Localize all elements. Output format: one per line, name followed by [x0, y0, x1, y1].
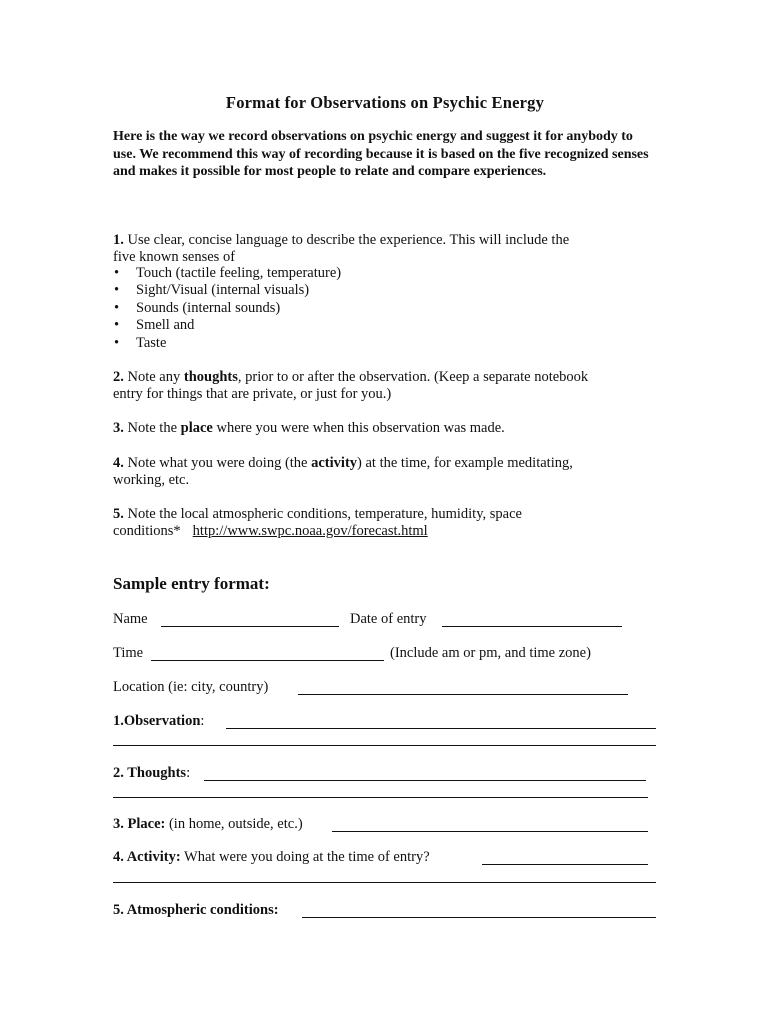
location-label: Location (ie: city, country): [113, 679, 269, 695]
item2-post: , prior to or after the observation. (Keep a separate notebook: [237, 369, 589, 385]
place-label: 3. Place:: [113, 816, 166, 832]
intro-paragraph: Here is the way we record observations on psychic energy and suggest it for anybody to use. We recommend this way of recording because it is based on the five recognized senses and makes it possible for most people to relate and compare experiences.: [113, 129, 649, 179]
item5-conditions: conditions*: [113, 523, 181, 539]
thoughts-colon: :: [186, 765, 191, 781]
atmospheric-label: 5. Atmospheric conditions:: [113, 902, 279, 918]
thoughts-field-line2[interactable]: [113, 797, 648, 798]
place-note: (in home, outside, etc.): [165, 816, 303, 832]
time-field[interactable]: [151, 660, 384, 661]
item1-line2: five known senses of: [113, 249, 236, 265]
item4-post: ) at the time, for example meditating,: [357, 455, 573, 471]
thoughts-row: [113, 765, 190, 782]
item2-keyword: thoughts: [183, 369, 238, 385]
date-label: Date of entry: [350, 611, 427, 627]
item5-number: 5.: [113, 506, 124, 522]
place-row: [113, 816, 303, 833]
location-field[interactable]: [298, 694, 628, 695]
item3-keyword: place: [180, 420, 213, 436]
item2-number: 2.: [113, 369, 124, 385]
activity-row: [113, 849, 430, 866]
list-item: • Sight/Visual (internal visuals): [113, 282, 341, 299]
item4-line2: working, etc.: [113, 472, 190, 488]
activity-note: What were you doing at the time of entry?: [180, 849, 430, 865]
date-field[interactable]: [442, 626, 622, 627]
activity-field[interactable]: [482, 864, 648, 865]
observation-label: 1.Observation: [113, 713, 201, 729]
item2-pre: Note any: [123, 369, 184, 385]
item3-post: where you were when this observation was made.: [212, 420, 505, 436]
observation-row: [113, 713, 204, 730]
atmospheric-row: [113, 902, 279, 919]
item4-line1: [113, 455, 573, 472]
observation-colon: :: [200, 713, 205, 729]
list-item: • Smell and: [113, 317, 341, 334]
item2-line1: [113, 369, 588, 386]
item3-line: [113, 420, 505, 437]
time-note: (Include am or pm, and time zone): [390, 645, 591, 661]
item2-line2: entry for things that are private, or just for you.): [113, 386, 392, 402]
page-title: Format for Observations on Psychic Energy: [225, 93, 545, 112]
item1-text: Use clear, concise language to describe the experience. This will include the: [123, 232, 570, 248]
thoughts-label: 2. Thoughts: [113, 765, 187, 781]
thoughts-field[interactable]: [204, 780, 646, 781]
atmospheric-field[interactable]: [302, 917, 656, 918]
list-item: • Sounds (internal sounds): [113, 300, 341, 317]
name-label: Name: [113, 611, 148, 627]
item3-number: 3.: [113, 420, 124, 436]
place-field[interactable]: [332, 831, 648, 832]
senses-list: [113, 265, 341, 352]
observation-field-line2[interactable]: [113, 745, 656, 746]
forecast-link[interactable]: http://www.swpc.noaa.gov/forecast.html: [192, 523, 428, 539]
sample-heading: Sample entry format:: [113, 574, 270, 593]
observation-field[interactable]: [226, 728, 656, 729]
item4-pre: Note what you were doing (the: [123, 455, 312, 471]
list-item: • Touch (tactile feeling, temperature): [113, 265, 341, 282]
item3-pre: Note the: [123, 420, 181, 436]
activity-label: 4. Activity:: [113, 849, 181, 865]
item1-line1: [113, 232, 569, 249]
list-item: • Taste: [113, 335, 341, 352]
item5-line2: [113, 523, 428, 540]
item5-text: Note the local atmospheric conditions, temperature, humidity, space: [123, 506, 522, 522]
time-label: Time: [113, 645, 144, 661]
item4-keyword: activity: [311, 455, 358, 471]
item4-number: 4.: [113, 455, 124, 471]
item5-line1: [113, 506, 522, 523]
activity-field-line2[interactable]: [113, 882, 656, 883]
name-field[interactable]: [161, 626, 339, 627]
item1-number: 1.: [113, 232, 124, 248]
